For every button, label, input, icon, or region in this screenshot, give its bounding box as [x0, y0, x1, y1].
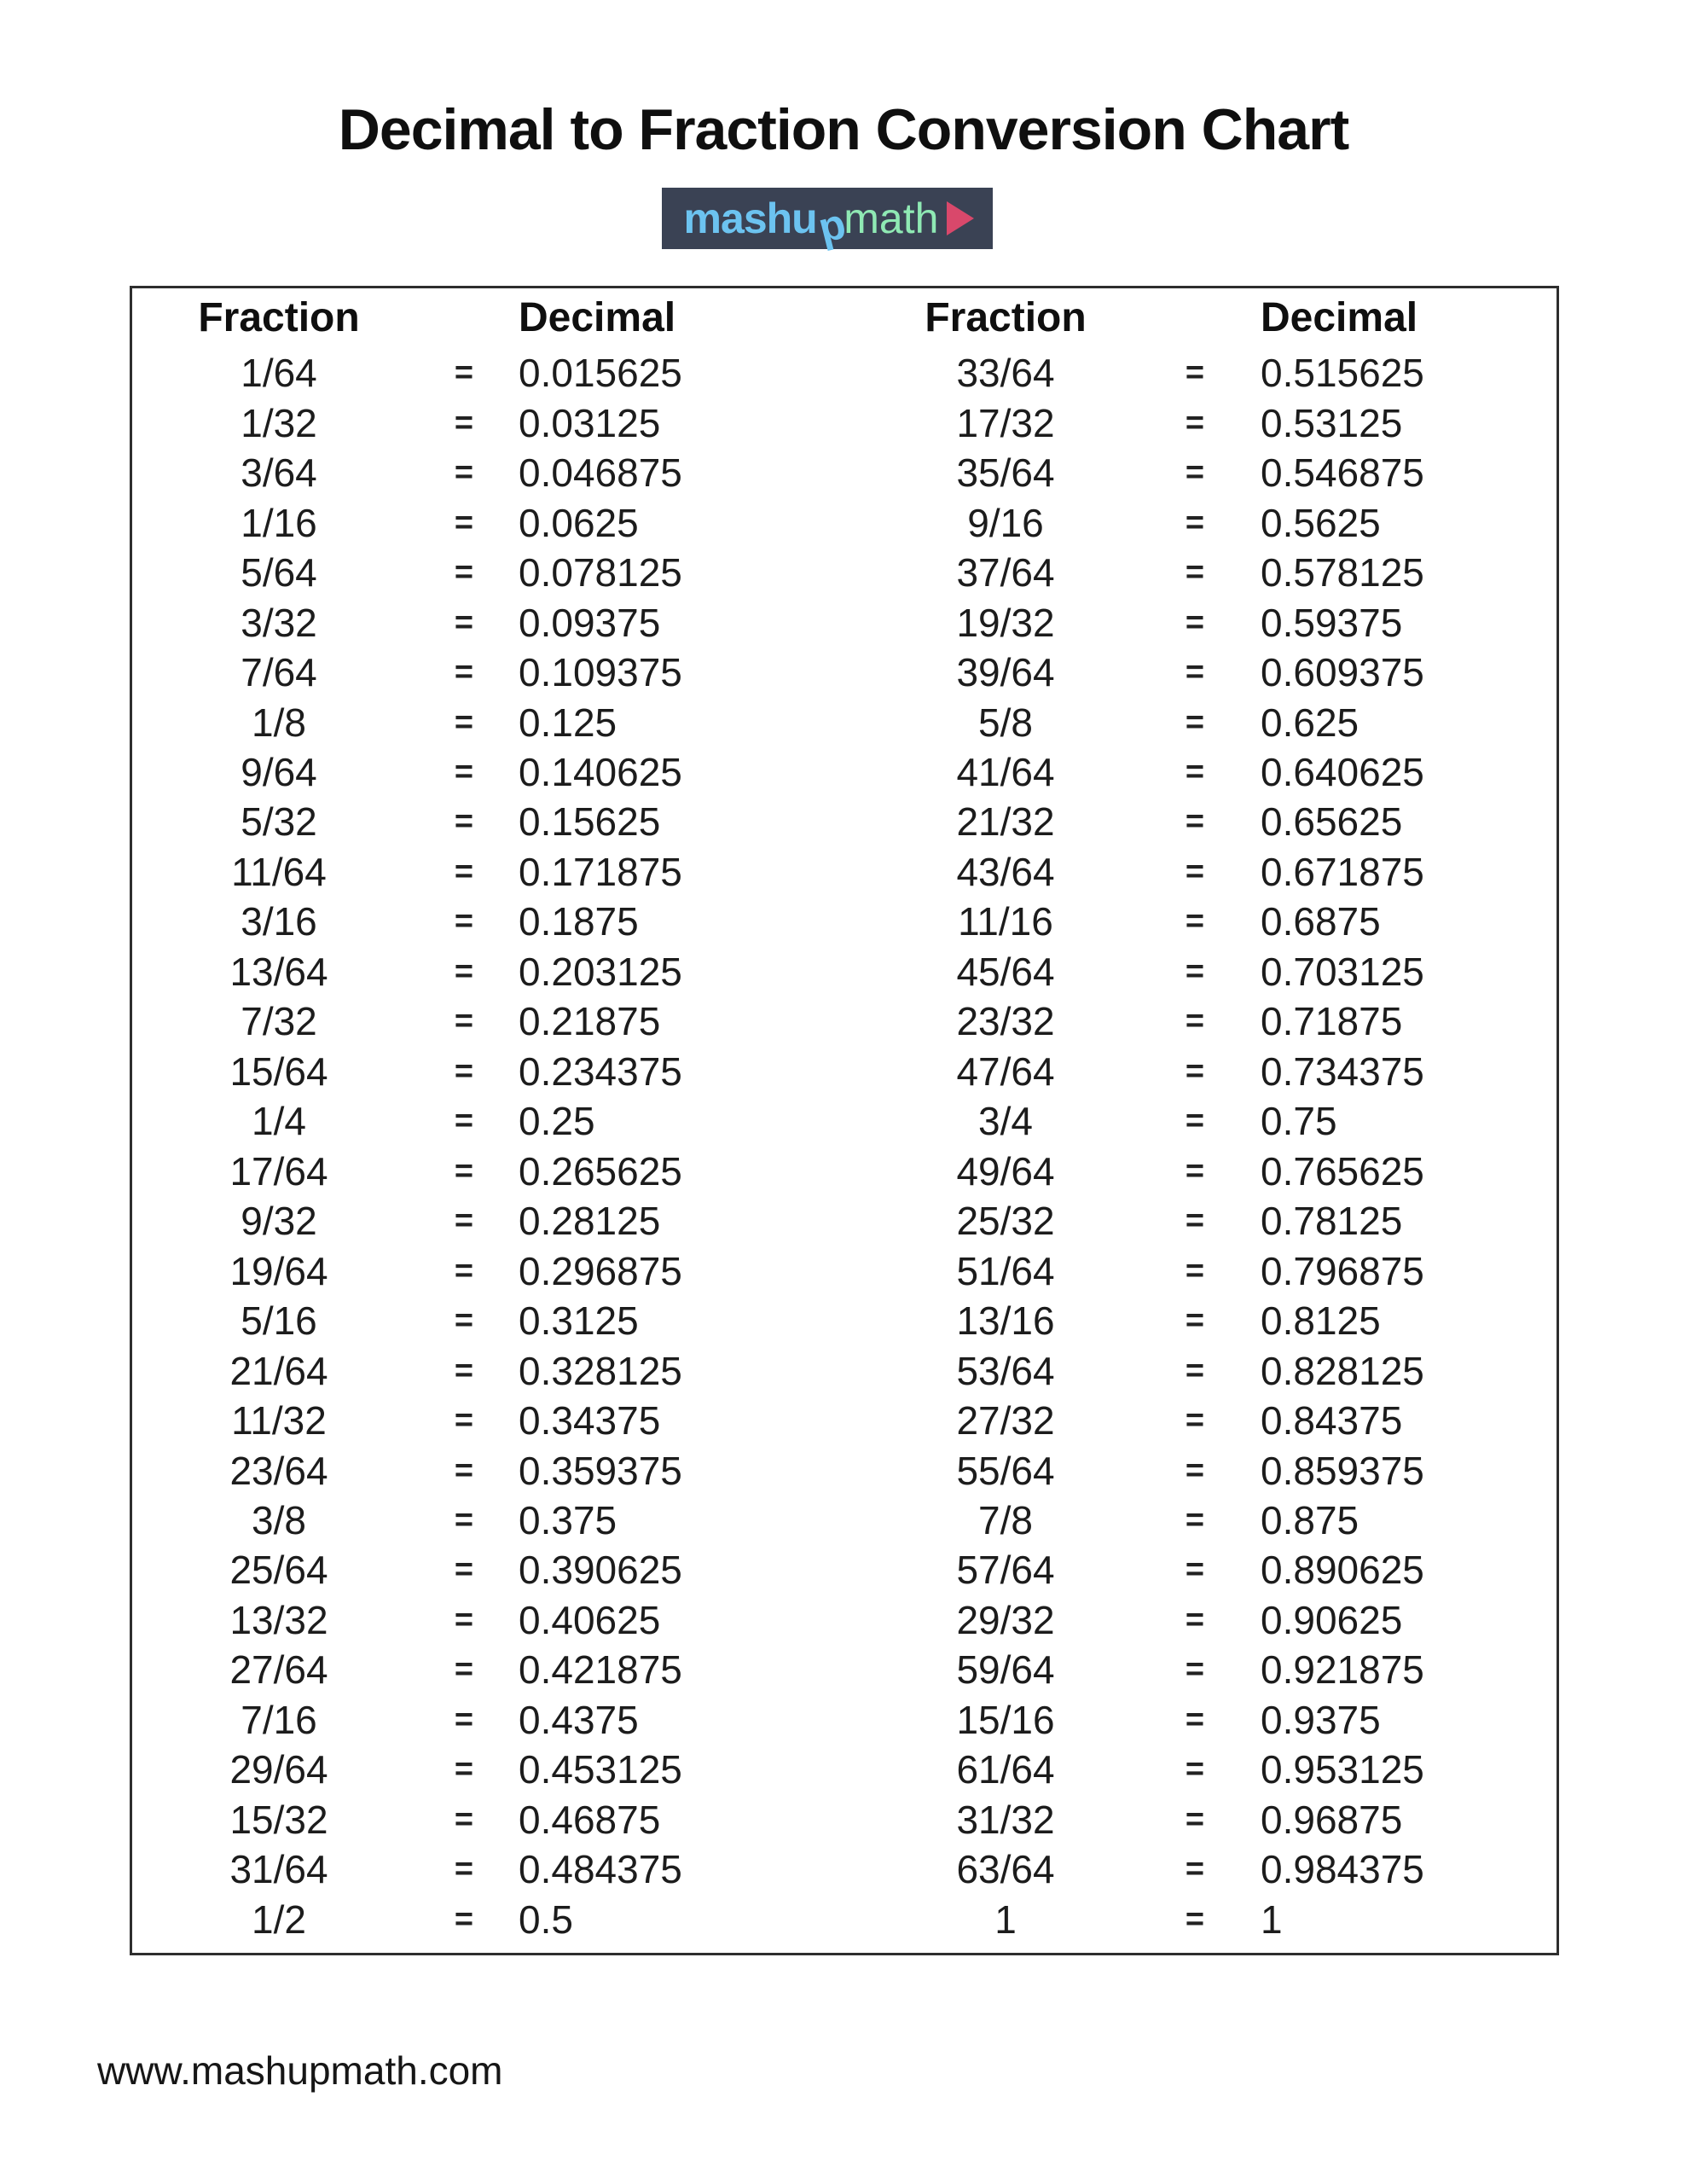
equals-sign: =	[454, 1203, 474, 1240]
decimal-cell: 0.8125	[1261, 1298, 1381, 1344]
equals-sign: =	[454, 804, 474, 840]
fraction-cell: 21/64	[229, 1348, 328, 1393]
equals-sign: =	[454, 404, 474, 441]
fraction-cell: 57/64	[956, 1548, 1055, 1593]
fraction-cell: 19/64	[229, 1248, 328, 1293]
decimal-cell: 0.765625	[1261, 1148, 1424, 1194]
decimal-cell: 0.640625	[1261, 749, 1424, 794]
decimal-cell: 0.015625	[519, 351, 682, 396]
logo-text-math: math	[844, 195, 939, 242]
equals-sign: =	[454, 1053, 474, 1089]
decimal-cell: 0.3125	[519, 1298, 639, 1344]
equals-sign: =	[1185, 1053, 1205, 1089]
equals-sign: =	[454, 1403, 474, 1439]
equals-sign: =	[1185, 704, 1205, 741]
equals-sign: =	[454, 1452, 474, 1489]
equals-sign: =	[454, 455, 474, 491]
fraction-cell: 1	[994, 1896, 1017, 1942]
decimal-cell: 0.5	[519, 1896, 573, 1942]
decimal-cell: 0.046875	[519, 450, 682, 496]
logo-text-p: p	[813, 199, 849, 253]
equals-sign: =	[1185, 404, 1205, 441]
decimal-cell: 0.6875	[1261, 899, 1381, 944]
equals-sign: =	[1185, 1103, 1205, 1140]
equals-sign: =	[454, 1252, 474, 1289]
decimal-cell: 0.796875	[1261, 1248, 1424, 1293]
equals-sign: =	[454, 1352, 474, 1389]
equals-sign: =	[1185, 1403, 1205, 1439]
fraction-cell: 1/2	[252, 1896, 306, 1942]
equals-sign: =	[1185, 1652, 1205, 1688]
fraction-cell: 9/64	[241, 749, 317, 794]
conversion-table	[130, 286, 1559, 1955]
equals-sign: =	[454, 903, 474, 940]
decimal-cell: 0.609375	[1261, 650, 1424, 695]
fraction-cell: 1/32	[241, 400, 317, 445]
equals-sign: =	[454, 1303, 474, 1339]
decimal-cell: 0.546875	[1261, 450, 1424, 496]
fraction-cell: 11/16	[958, 899, 1053, 944]
fraction-cell: 9/32	[241, 1199, 317, 1244]
fraction-cell: 33/64	[956, 351, 1055, 396]
decimal-cell: 0.421875	[519, 1647, 682, 1693]
decimal-cell: 0.109375	[519, 650, 682, 695]
equals-sign: =	[454, 953, 474, 990]
equals-sign: =	[1185, 1502, 1205, 1539]
decimal-cell: 0.140625	[519, 749, 682, 794]
fraction-cell: 11/32	[231, 1398, 327, 1443]
equals-sign: =	[454, 1103, 474, 1140]
decimal-cell: 0.515625	[1261, 351, 1424, 396]
fraction-cell: 13/32	[229, 1597, 328, 1642]
column-header-fraction-right: Fraction	[925, 295, 1087, 340]
equals-sign: =	[1185, 1352, 1205, 1389]
fraction-cell: 21/32	[956, 799, 1055, 845]
fraction-cell: 25/32	[956, 1199, 1055, 1244]
column-header-decimal-left: Decimal	[519, 295, 676, 340]
equals-sign: =	[1185, 753, 1205, 790]
fraction-cell: 15/16	[956, 1697, 1055, 1742]
decimal-cell: 0.59375	[1261, 600, 1403, 645]
equals-sign: =	[1185, 1601, 1205, 1638]
fraction-cell: 3/16	[241, 899, 317, 944]
fraction-cell: 55/64	[956, 1448, 1055, 1493]
decimal-cell: 0.703125	[1261, 949, 1424, 994]
decimal-cell: 0.9375	[1261, 1697, 1381, 1742]
fraction-cell: 43/64	[956, 849, 1055, 894]
decimal-cell: 0.578125	[1261, 550, 1424, 595]
equals-sign: =	[454, 1601, 474, 1638]
decimal-cell: 0.171875	[519, 849, 682, 894]
decimal-cell: 0.265625	[519, 1148, 682, 1194]
equals-sign: =	[454, 1502, 474, 1539]
fraction-cell: 19/32	[956, 600, 1055, 645]
equals-sign: =	[454, 1751, 474, 1788]
decimal-cell: 0.234375	[519, 1048, 682, 1094]
equals-sign: =	[1185, 1303, 1205, 1339]
fraction-cell: 3/64	[241, 450, 317, 496]
decimal-cell: 0.203125	[519, 949, 682, 994]
decimal-cell: 0.03125	[519, 400, 661, 445]
decimal-cell: 0.15625	[519, 799, 661, 845]
fraction-cell: 17/64	[229, 1148, 328, 1194]
equals-sign: =	[1185, 1901, 1205, 1937]
fraction-cell: 13/64	[229, 949, 328, 994]
fraction-cell: 29/64	[229, 1747, 328, 1792]
decimal-cell: 0.09375	[519, 600, 661, 645]
equals-sign: =	[1185, 1801, 1205, 1838]
decimal-cell: 0.25	[519, 1099, 595, 1144]
column-header-fraction-left: Fraction	[198, 295, 360, 340]
equals-sign: =	[1185, 1851, 1205, 1888]
decimal-cell: 0.296875	[519, 1248, 682, 1293]
equals-sign: =	[1185, 853, 1205, 890]
fraction-cell: 5/64	[241, 550, 317, 595]
equals-sign: =	[454, 1153, 474, 1189]
equals-sign: =	[454, 355, 474, 392]
equals-sign: =	[1185, 1003, 1205, 1040]
decimal-cell: 1	[1261, 1896, 1283, 1942]
decimal-cell: 0.53125	[1261, 400, 1403, 445]
decimal-cell: 0.1875	[519, 899, 639, 944]
fraction-cell: 7/64	[241, 650, 317, 695]
fraction-cell: 7/32	[241, 999, 317, 1044]
fraction-cell: 49/64	[956, 1148, 1055, 1194]
decimal-cell: 0.96875	[1261, 1797, 1403, 1842]
equals-sign: =	[1185, 355, 1205, 392]
fraction-cell: 59/64	[956, 1647, 1055, 1693]
equals-sign: =	[454, 1801, 474, 1838]
decimal-cell: 0.40625	[519, 1597, 661, 1642]
equals-sign: =	[1185, 555, 1205, 591]
fraction-cell: 35/64	[956, 450, 1055, 496]
fraction-cell: 3/8	[252, 1498, 306, 1543]
decimal-cell: 0.78125	[1261, 1199, 1403, 1244]
decimal-cell: 0.125	[519, 700, 617, 745]
equals-sign: =	[454, 654, 474, 691]
equals-sign: =	[454, 1701, 474, 1738]
fraction-cell: 1/64	[241, 351, 317, 396]
equals-sign: =	[1185, 504, 1205, 541]
fraction-cell: 11/64	[231, 849, 327, 894]
fraction-cell: 27/64	[229, 1647, 328, 1693]
logo-container	[0, 188, 1687, 253]
fraction-cell: 1/8	[252, 700, 306, 745]
decimal-cell: 0.875	[1261, 1498, 1359, 1543]
fraction-cell: 7/8	[978, 1498, 1033, 1543]
fraction-cell: 31/64	[229, 1847, 328, 1892]
fraction-cell: 41/64	[956, 749, 1055, 794]
equals-sign: =	[1185, 1153, 1205, 1189]
decimal-cell: 0.984375	[1261, 1847, 1424, 1892]
fraction-cell: 31/32	[956, 1797, 1055, 1842]
fraction-cell: 13/16	[956, 1298, 1055, 1344]
equals-sign: =	[1185, 903, 1205, 940]
equals-sign: =	[454, 504, 474, 541]
equals-sign: =	[1185, 1701, 1205, 1738]
fraction-cell: 5/32	[241, 799, 317, 845]
decimal-cell: 0.078125	[519, 550, 682, 595]
equals-sign: =	[454, 1652, 474, 1688]
fraction-cell: 3/4	[978, 1099, 1033, 1144]
decimal-cell: 0.625	[1261, 700, 1359, 745]
decimal-cell: 0.21875	[519, 999, 661, 1044]
fraction-cell: 45/64	[956, 949, 1055, 994]
decimal-cell: 0.65625	[1261, 799, 1403, 845]
fraction-cell: 51/64	[956, 1248, 1055, 1293]
equals-sign: =	[454, 704, 474, 741]
decimal-cell: 0.671875	[1261, 849, 1424, 894]
decimal-cell: 0.84375	[1261, 1398, 1403, 1443]
equals-sign: =	[1185, 654, 1205, 691]
decimal-cell: 0.484375	[519, 1847, 682, 1892]
decimal-cell: 0.953125	[1261, 1747, 1424, 1792]
fraction-cell: 23/32	[956, 999, 1055, 1044]
fraction-cell: 23/64	[229, 1448, 328, 1493]
equals-sign: =	[454, 1851, 474, 1888]
equals-sign: =	[1185, 1203, 1205, 1240]
fraction-cell: 1/16	[241, 500, 317, 545]
equals-sign: =	[1185, 1751, 1205, 1788]
fraction-cell: 27/32	[956, 1398, 1055, 1443]
equals-sign: =	[1185, 455, 1205, 491]
decimal-cell: 0.890625	[1261, 1548, 1424, 1593]
fraction-cell: 7/16	[241, 1697, 317, 1742]
fraction-cell: 5/16	[241, 1298, 317, 1344]
page-title: Decimal to Fraction Conversion Chart	[338, 97, 1349, 162]
decimal-cell: 0.359375	[519, 1448, 682, 1493]
equals-sign: =	[454, 753, 474, 790]
mashupmath-logo	[662, 188, 994, 253]
equals-sign: =	[454, 853, 474, 890]
fraction-cell: 9/16	[967, 500, 1044, 545]
fraction-cell: 37/64	[956, 550, 1055, 595]
logo-text-mashu: mashu	[683, 195, 817, 242]
equals-sign: =	[454, 555, 474, 591]
website-url: www.mashupmath.com	[97, 2048, 503, 2093]
fraction-cell: 15/32	[229, 1797, 328, 1842]
fraction-cell: 39/64	[956, 650, 1055, 695]
decimal-cell: 0.71875	[1261, 999, 1403, 1044]
decimal-cell: 0.828125	[1261, 1348, 1424, 1393]
decimal-cell: 0.4375	[519, 1697, 639, 1742]
fraction-cell: 5/8	[978, 700, 1033, 745]
decimal-cell: 0.921875	[1261, 1647, 1424, 1693]
equals-sign: =	[454, 1901, 474, 1937]
decimal-cell: 0.390625	[519, 1548, 682, 1593]
equals-sign: =	[454, 604, 474, 641]
equals-sign: =	[1185, 1252, 1205, 1289]
equals-sign: =	[1185, 604, 1205, 641]
decimal-cell: 0.0625	[519, 500, 639, 545]
fraction-cell: 25/64	[229, 1548, 328, 1593]
decimal-cell: 0.5625	[1261, 500, 1381, 545]
fraction-cell: 1/4	[252, 1099, 306, 1144]
equals-sign: =	[1185, 1452, 1205, 1489]
column-header-decimal-right: Decimal	[1261, 295, 1418, 340]
fraction-cell: 3/32	[241, 600, 317, 645]
decimal-cell: 0.90625	[1261, 1597, 1403, 1642]
equals-sign: =	[1185, 953, 1205, 990]
fraction-cell: 53/64	[956, 1348, 1055, 1393]
decimal-cell: 0.46875	[519, 1797, 661, 1842]
fraction-cell: 17/32	[956, 400, 1055, 445]
fraction-cell: 47/64	[956, 1048, 1055, 1094]
fraction-cell: 61/64	[956, 1747, 1055, 1792]
play-triangle-icon	[947, 201, 974, 235]
decimal-cell: 0.328125	[519, 1348, 682, 1393]
decimal-cell: 0.734375	[1261, 1048, 1424, 1094]
equals-sign: =	[1185, 804, 1205, 840]
equals-sign: =	[454, 1552, 474, 1589]
decimal-cell: 0.34375	[519, 1398, 661, 1443]
fraction-cell: 63/64	[956, 1847, 1055, 1892]
decimal-cell: 0.28125	[519, 1199, 661, 1244]
equals-sign: =	[1185, 1552, 1205, 1589]
fraction-cell: 15/64	[229, 1048, 328, 1094]
decimal-cell: 0.453125	[519, 1747, 682, 1792]
decimal-cell: 0.75	[1261, 1099, 1337, 1144]
decimal-cell: 0.859375	[1261, 1448, 1424, 1493]
fraction-cell: 29/32	[956, 1597, 1055, 1642]
decimal-cell: 0.375	[519, 1498, 617, 1543]
equals-sign: =	[454, 1003, 474, 1040]
